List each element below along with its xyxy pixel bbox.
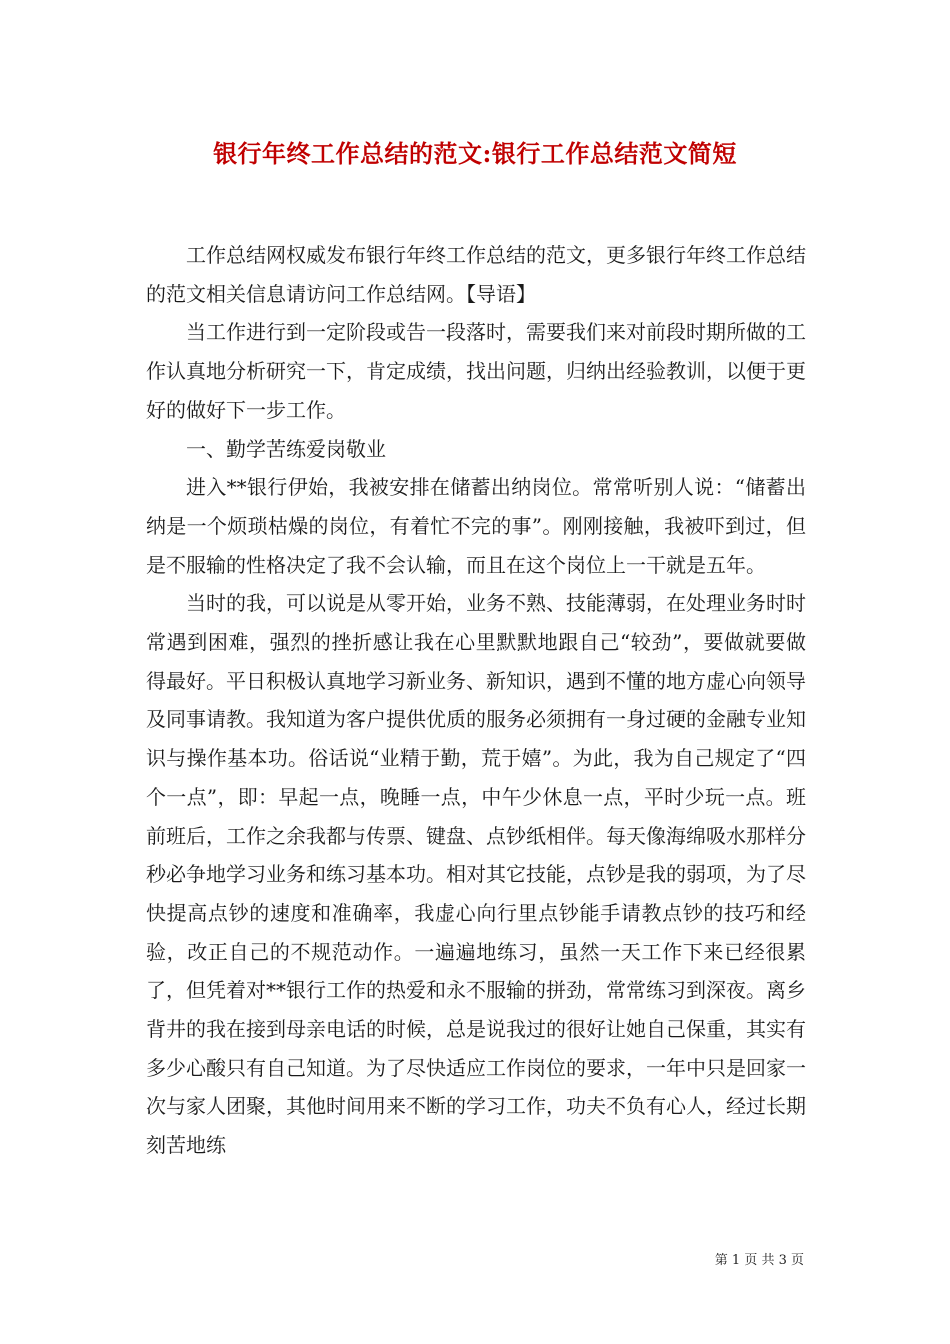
section-heading: 一、勤学苦练爱岗敬业	[186, 436, 386, 461]
paragraph: 当工作进行到一定阶段或告一段落时，需要我们来对前段时期所做的工作认真地分析研究一下，肯定成绩，找出问题，归纳出经验教训，以便于更好的做好下一步工作。	[146, 320, 806, 422]
paragraph: 当时的我，可以说是从零开始，业务不熟、技能薄弱，在处理业务时时常遇到困难，强烈的挫折感让我在心里默默地跟自己“较劲”，要做就要做得最好。平日积极认真地学习新业务、新知识，遇到不懂的地方虚心向领导及同事请教。我知道为客户提供优质的服务必须拥有一身过硬的金融专业知识与操作基本功。俗话说“业精于勤，荒于嬉”。为此，我为自己规定了“四个一点”，即：早起一点，晚睡一点，中午少休息一点，平时少玩一点。班前班后，工作之余我都与传票、键盘、点钞纸相伴。每天像海绵吸水那样分秒必争地学习业务和练习基本功。相对其它技能，点钞是我的弱项，为了尽快提高点钞的速度和准确率，我虚心向行里点钞能手请教点钞的技巧和经验，改正自己的不规范动作。一遍遍地练习，虽然一天工作下来已经很累了，但凭着对**银行工作的热爱和永不服输的拼劲，常常练习到深夜。离乡背井的我在接到母亲电话的时候，总是说我过的很好让她自己保重，其实有多少心酸只有自己知道。为了尽快适应工作岗位的要求，一年中只是回家一次与家人团聚，其他时间用来不断的学习工作，功夫不负有心人，经过长期刻苦地练	[146, 591, 806, 1158]
document-title: 银行年终工作总结的范文:银行工作总结范文简短	[213, 139, 737, 168]
paragraph: 工作总结网权威发布银行年终工作总结的范文，更多银行年终工作总结的范文相关信息请访问工作总结网。【导语】	[146, 243, 806, 306]
document-body	[146, 236, 806, 1165]
page-number: 第 1 页 共 3 页	[714, 1253, 804, 1268]
paragraph: 进入**银行伊始，我被安排在储蓄出纳岗位。常常听别人说：“储蓄出纳是一个烦琐枯燥的岗位，有着忙不完的事”。刚刚接触，我被吓到过，但是不服输的性格决定了我不会认输，而且在这个岗位上一干就是五年。	[146, 475, 806, 577]
